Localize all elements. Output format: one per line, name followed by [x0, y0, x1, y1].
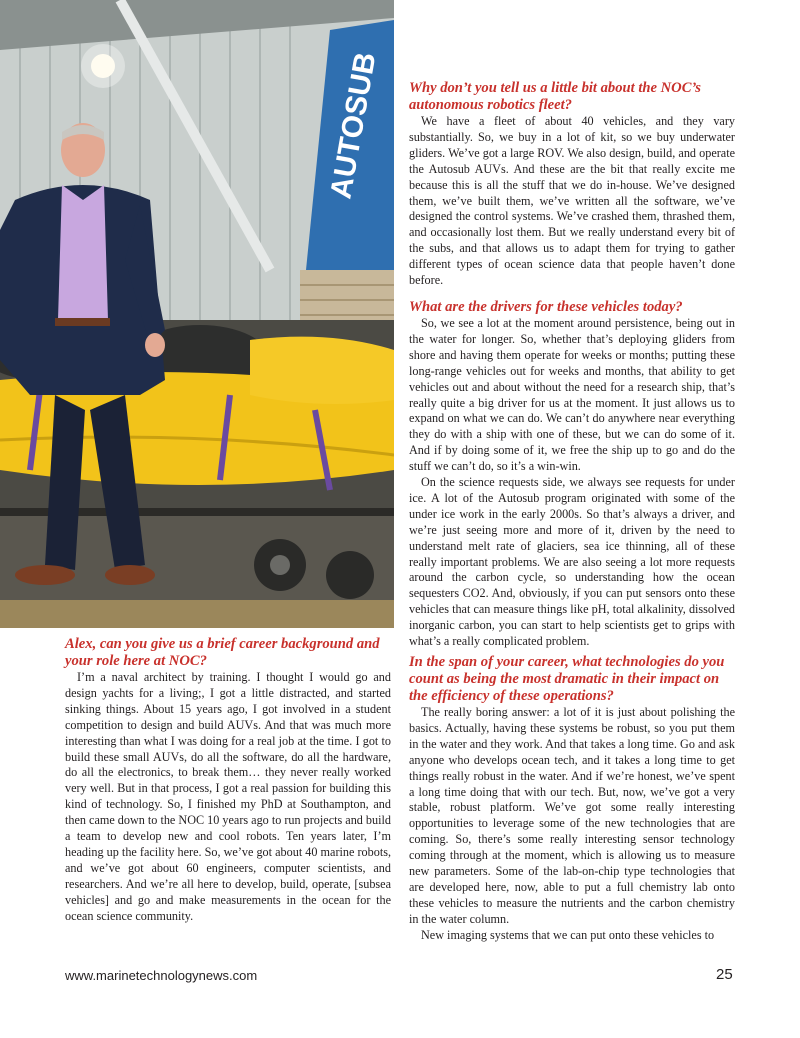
footer-website-link[interactable]: www.marinetechnologynews.com [65, 968, 258, 983]
question-career: Alex, can you give us a brief career background and your role here at NOC? [65, 636, 380, 669]
question-technologies: In the span of your career, what technologies do you count as being the most dramatic in their impact on the efficiency of these operations? [409, 654, 725, 704]
question-fleet: Why don’t you tell us a little bit about the NOC’s autonomous robotics fleet? [409, 80, 701, 113]
answer-drivers-paragraph-1: So, we see a lot at the moment around persistence, being out in the water for longer. So, whether that’s deploying gliders from shore and having them operate for weeks or months; putting these long-range vehicles out for weeks and months, that ability to get vehicles out and about without the need for a research ship, that’s really quite a big driver for us at the moment. It just allows us to expand on what we can do. We can’t do anywhere near everything they do with a ship with one of these, but we can do some of it. And if by doing some of it, we free the ship up to go and do the stuff we can’t do, so it’s a win-win. [409, 315, 735, 474]
photo-illustration [0, 0, 394, 628]
answer-career-paragraph: I’m a naval architect by training. I thought I would go and design yachts for a living;, I got a little distracted, and started sinking things. About 15 years ago, I got involved in a student competition to design and build AUVs. And that was much more interesting than what I was doing for a real job at the time. I got to build these small AUVs, do all the software, do all the hardware, do all the electronics, to break them… they never really worked very well. But in that process, I got a real passion for building this kind of technology. So, I finished my PhD at Southampton, and then came down to the NOC 10 years ago to run projects and build a team to develop new and cool robots. Ten years later, I’m heading up the facility here. So, we’ve got about 40 marine robots, and we’ve got about 60 engineers, computer scientists, and researchers. And we’re all here to develop, build, operate, [subsea vehicles] and go and make measurements in the ocean for the ocean science community. [65, 670, 391, 923]
answer-fleet-paragraph: We have a fleet of about 40 vehicles, and they vary substantially. So, we buy in a lot of kit, so we buy underwater gliders. We’ve got a large ROV. We also design, build, and operate the Autosub AUVs. And these are the bit that really excite me because this is all the stuff that we do in-house. We’ve designed them, we’ve built them, we’ve written all the software, we’ve designed the control systems. We’ve crashed them, thrashed them, and occasionally lost them. But we really understand every bit of the subs, and that allows us to adapt them for trying to gather different types of ocean science data that people haven’t done before. [409, 114, 735, 288]
right-column-bottom [409, 654, 735, 944]
sign-text: AUTOSUB [324, 49, 383, 202]
page-number: 25 [716, 966, 733, 983]
answer-technologies-paragraph-1: The really boring answer: a lot of it is just about polishing the basics. Actually, having these systems be robust, so you put them in the water and they work. And that takes a long time. Go and ask anyone who develops ocean tech, and it takes a long time to get things really robust in the water. And if we’re honest, we’ve spent a long time doing that with our tech. But, now, we’ve got a very stable, robust platform. We’ve got some really interesting opportunities to leverage some of the new technologies that are coming. So, there’s some really interesting sensor technology coming through at the moment, which is allowing us to measure new parameters. Some of the lab-on-chip type technologies that are developed here, now, able to put a full chemistry lab onto these vehicles to measure the nutrients and the carbon chemistry in the water column. [409, 705, 735, 926]
feature-photo [0, 0, 394, 628]
answer-technologies-paragraph-2: New imaging systems that we can put onto these vehicles to [421, 927, 715, 942]
answer-drivers-paragraph-2: On the science requests side, we always see requests for under ice. A lot of the Autosub program originated with some of the under ice work in the early 2000s. So that’s always a driver, and we’re just seeing more and more of it, driven by the need to understand melt rate of glaciers, sea ice thinning, all of these really important problems. We are also seeing a lot more requests around the carbon cycle, so understanding how the ocean sequesters CO2. And, obviously, if you can put sensors onto these vehicles that can measure things like pH, total alkalinity, dissolved inorganic carbon, you can start to help scientists get to grips with what’s a really complicated problem. [409, 475, 735, 649]
right-column-top [409, 80, 735, 650]
question-drivers: What are the drivers for these vehicles today? [409, 298, 683, 315]
left-column [65, 636, 391, 925]
